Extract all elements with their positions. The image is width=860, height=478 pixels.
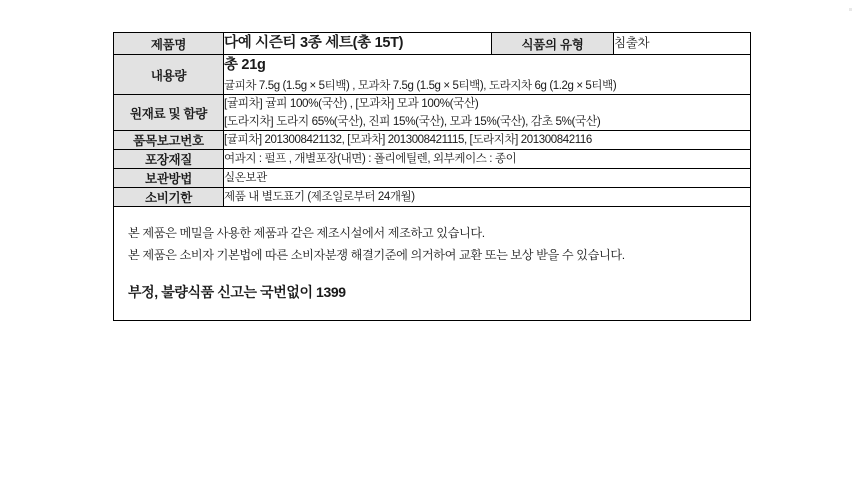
ingredients-line-1: [귤피차] 귤피 100%(국산) , [모과차] 모과 100%(국산) [224,97,479,111]
row-value-product-name: 다예 시즌티 3종 세트(총 15T) [224,33,492,55]
table-row [114,131,751,150]
row-header-expiry: 소비기한 [114,188,224,207]
row-value-packaging: 여과지 : 펄프 , 개별포장(내면) : 폴리에틸렌, 외부케이스 : 종이 [224,150,751,169]
corner-marker [849,8,852,11]
row-value-net-weight [224,55,751,95]
row-value-expiry: 제품 내 별도표기 (제조일로부터 24개월) [224,188,751,207]
report-hotline: 부정, 불량식품 신고는 국번없이 1399 [128,283,346,300]
row-header-food-type: 식품의 유형 [492,33,614,55]
row-value-storage: 실온보관 [224,169,751,188]
row-value-ingredients [224,95,751,131]
note-line-1: 본 제품은 메밀을 사용한 제품과 같은 제조시설에서 제조하고 있습니다. [128,226,485,241]
row-header-net-weight: 내용량 [114,55,224,95]
row-value-food-type: 침출차 [614,33,751,55]
row-header-ingredients: 원재료 및 함량 [114,95,224,131]
table-row [114,188,751,207]
net-weight-total: 총 21g [224,57,266,74]
table-row [114,169,751,188]
ingredients-line-2: [도라지차] 도라지 65%(국산), 진피 15%(국산), 모과 15%(국산), 감초 5%(국산) [224,114,601,128]
table-row [114,33,751,55]
notes-section [113,207,751,321]
row-value-report-number: [귤피차] 2013008421132, [모과차] 2013008421115, [도라지차] 201300842116 [224,131,751,150]
row-header-product-name: 제품명 [114,33,224,55]
row-header-packaging: 포장재질 [114,150,224,169]
product-spec-table [113,32,751,207]
note-line-2: 본 제품은 소비자 기본법에 따른 소비자분쟁 해결기준에 의거하여 교환 또는 보상 받을 수 있습니다. [128,247,625,262]
row-header-storage: 보관방법 [114,169,224,188]
table-row [114,95,751,131]
table-row [114,150,751,169]
table-row [114,55,751,95]
net-weight-detail: 귤피차 7.5g (1.5g × 5티백) , 모과차 7.5g (1.5g × 5티백), 도라지차 6g (1.2g × 5티백) [224,80,617,93]
product-label [113,32,751,321]
row-header-report-number: 품목보고번호 [114,131,224,150]
